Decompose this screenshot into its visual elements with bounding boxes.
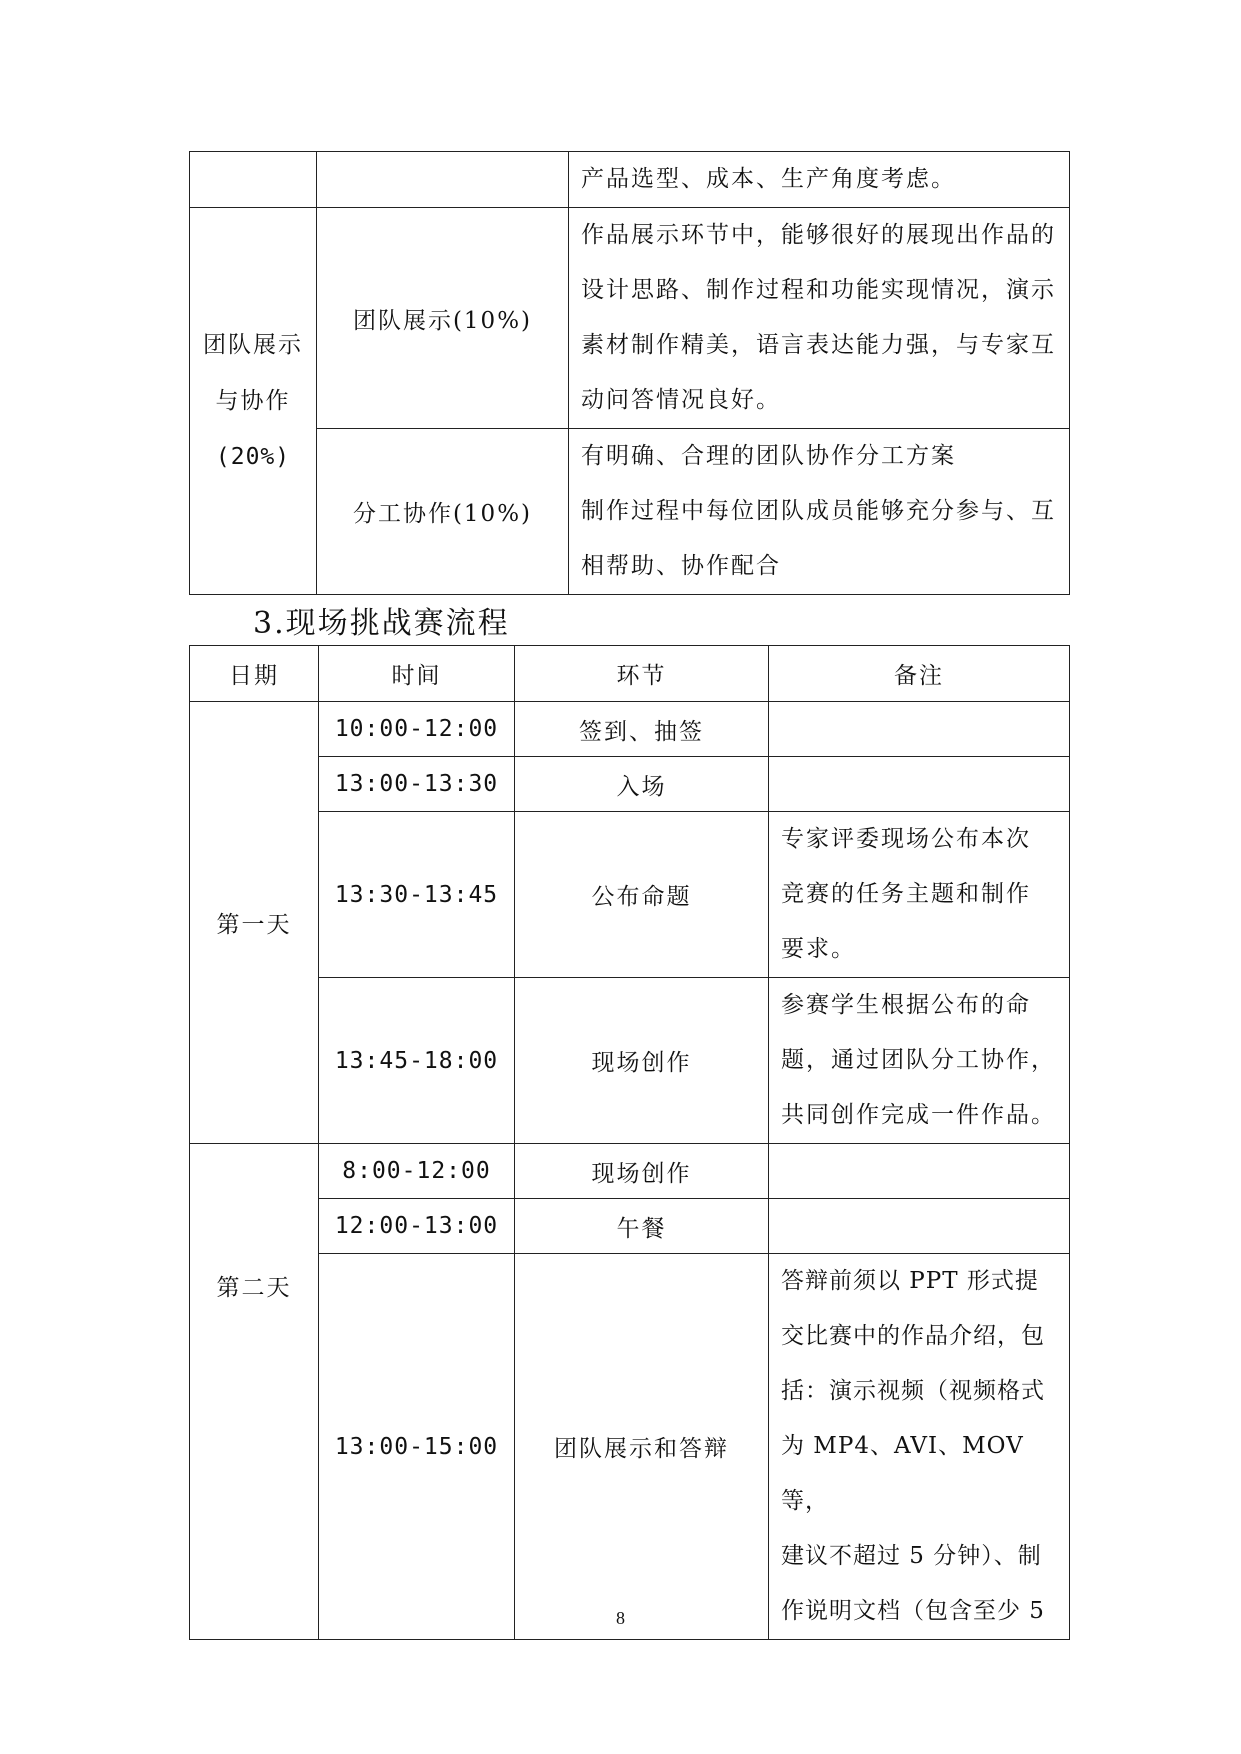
note-cell xyxy=(769,702,1070,757)
note-line: 共同创作完成一件作品。 xyxy=(781,1102,1056,1128)
schedule-table xyxy=(189,645,1070,1640)
desc-line: 动问答情况良好。 xyxy=(581,387,781,413)
stage-cell: 午餐 xyxy=(515,1199,769,1254)
header-note: 备注 xyxy=(769,646,1070,702)
table-row xyxy=(190,702,1070,757)
page-number: 8 xyxy=(616,1608,625,1628)
note-line: 专家评委现场公布本次 xyxy=(781,826,1031,852)
criteria-group-cell xyxy=(190,152,317,208)
table-row xyxy=(190,812,1070,978)
time-cell: 10:00-12:00 xyxy=(319,702,515,757)
note-cell xyxy=(769,757,1070,812)
table-row xyxy=(190,1254,1070,1640)
header-date: 日期 xyxy=(190,646,319,702)
criteria-row xyxy=(190,152,1070,208)
time-cell: 13:00-13:30 xyxy=(319,757,515,812)
section-title: 3.现场挑战赛流程 xyxy=(253,606,510,641)
note-line: 建议不超过 5 分钟）、制 xyxy=(781,1543,1042,1569)
stage-cell: 团队展示和答辩 xyxy=(515,1254,769,1640)
stage-cell: 入场 xyxy=(515,757,769,812)
note-line: 为 MP4、AVI、MOV 等， xyxy=(781,1433,1024,1514)
criteria-item: 团队展示(10%) xyxy=(317,208,569,429)
desc-line: 制作过程中每位团队成员能够充分参与、互 xyxy=(581,498,1056,524)
note-cell xyxy=(769,1144,1070,1199)
table-row xyxy=(190,1144,1070,1199)
time-cell: 8:00-12:00 xyxy=(319,1144,515,1199)
time-cell: 13:30-13:45 xyxy=(319,812,515,978)
header-stage: 环节 xyxy=(515,646,769,702)
stage-cell: 现场创作 xyxy=(515,1144,769,1199)
day-label: 第二天 xyxy=(190,1144,319,1640)
note-line: 答辩前须以 PPT 形式提 xyxy=(781,1268,1039,1294)
criteria-item-cell xyxy=(317,152,569,208)
stage-cell: 现场创作 xyxy=(515,978,769,1144)
note-cell xyxy=(769,978,1070,1144)
note-line: 作说明文档（包含至少 5 xyxy=(781,1598,1045,1624)
desc-line: 设计思路、制作过程和功能实现情况，演示 xyxy=(581,277,1056,303)
criteria-group-cell xyxy=(190,208,317,595)
criteria-desc xyxy=(569,208,1070,429)
criteria-table xyxy=(189,151,1070,595)
criteria-desc: 产品选型、成本、生产角度考虑。 xyxy=(569,152,1070,208)
criteria-desc xyxy=(569,429,1070,595)
desc-line: 有明确、合理的团队协作分工方案 xyxy=(581,443,956,469)
stage-cell: 公布命题 xyxy=(515,812,769,978)
note-line: 竞赛的任务主题和制作 xyxy=(781,881,1031,907)
note-cell xyxy=(769,1254,1070,1640)
note-line: 要求。 xyxy=(781,936,856,962)
table-row xyxy=(190,757,1070,812)
day-label: 第一天 xyxy=(190,702,319,1144)
time-cell: 13:45-18:00 xyxy=(319,978,515,1144)
note-line: 交比赛中的作品介绍，包 xyxy=(781,1323,1045,1349)
criteria-item: 分工协作(10%) xyxy=(317,429,569,595)
note-line: 题，通过团队分工协作， xyxy=(781,1047,1056,1073)
time-cell: 13:00-15:00 xyxy=(319,1254,515,1640)
criteria-row xyxy=(190,208,1070,429)
note-line: 参赛学生根据公布的命 xyxy=(781,992,1031,1018)
table-row xyxy=(190,1199,1070,1254)
desc-line: 作品展示环节中，能够很好的展现出作品的 xyxy=(581,222,1056,248)
note-cell xyxy=(769,1199,1070,1254)
note-cell xyxy=(769,812,1070,978)
header-time: 时间 xyxy=(319,646,515,702)
criteria-group-label: 与协作 xyxy=(215,388,291,414)
criteria-group-weight: (20%) xyxy=(215,444,291,470)
criteria-row xyxy=(190,429,1070,595)
desc-line: 相帮助、协作配合 xyxy=(581,553,781,579)
criteria-group-label: 团队展示 xyxy=(203,332,303,358)
table-row xyxy=(190,978,1070,1144)
schedule-header-row xyxy=(190,646,1070,702)
note-line: 括：演示视频（视频格式 xyxy=(781,1378,1045,1404)
time-cell: 12:00-13:00 xyxy=(319,1199,515,1254)
desc-line: 素材制作精美，语言表达能力强，与专家互 xyxy=(581,332,1056,358)
stage-cell: 签到、抽签 xyxy=(515,702,769,757)
